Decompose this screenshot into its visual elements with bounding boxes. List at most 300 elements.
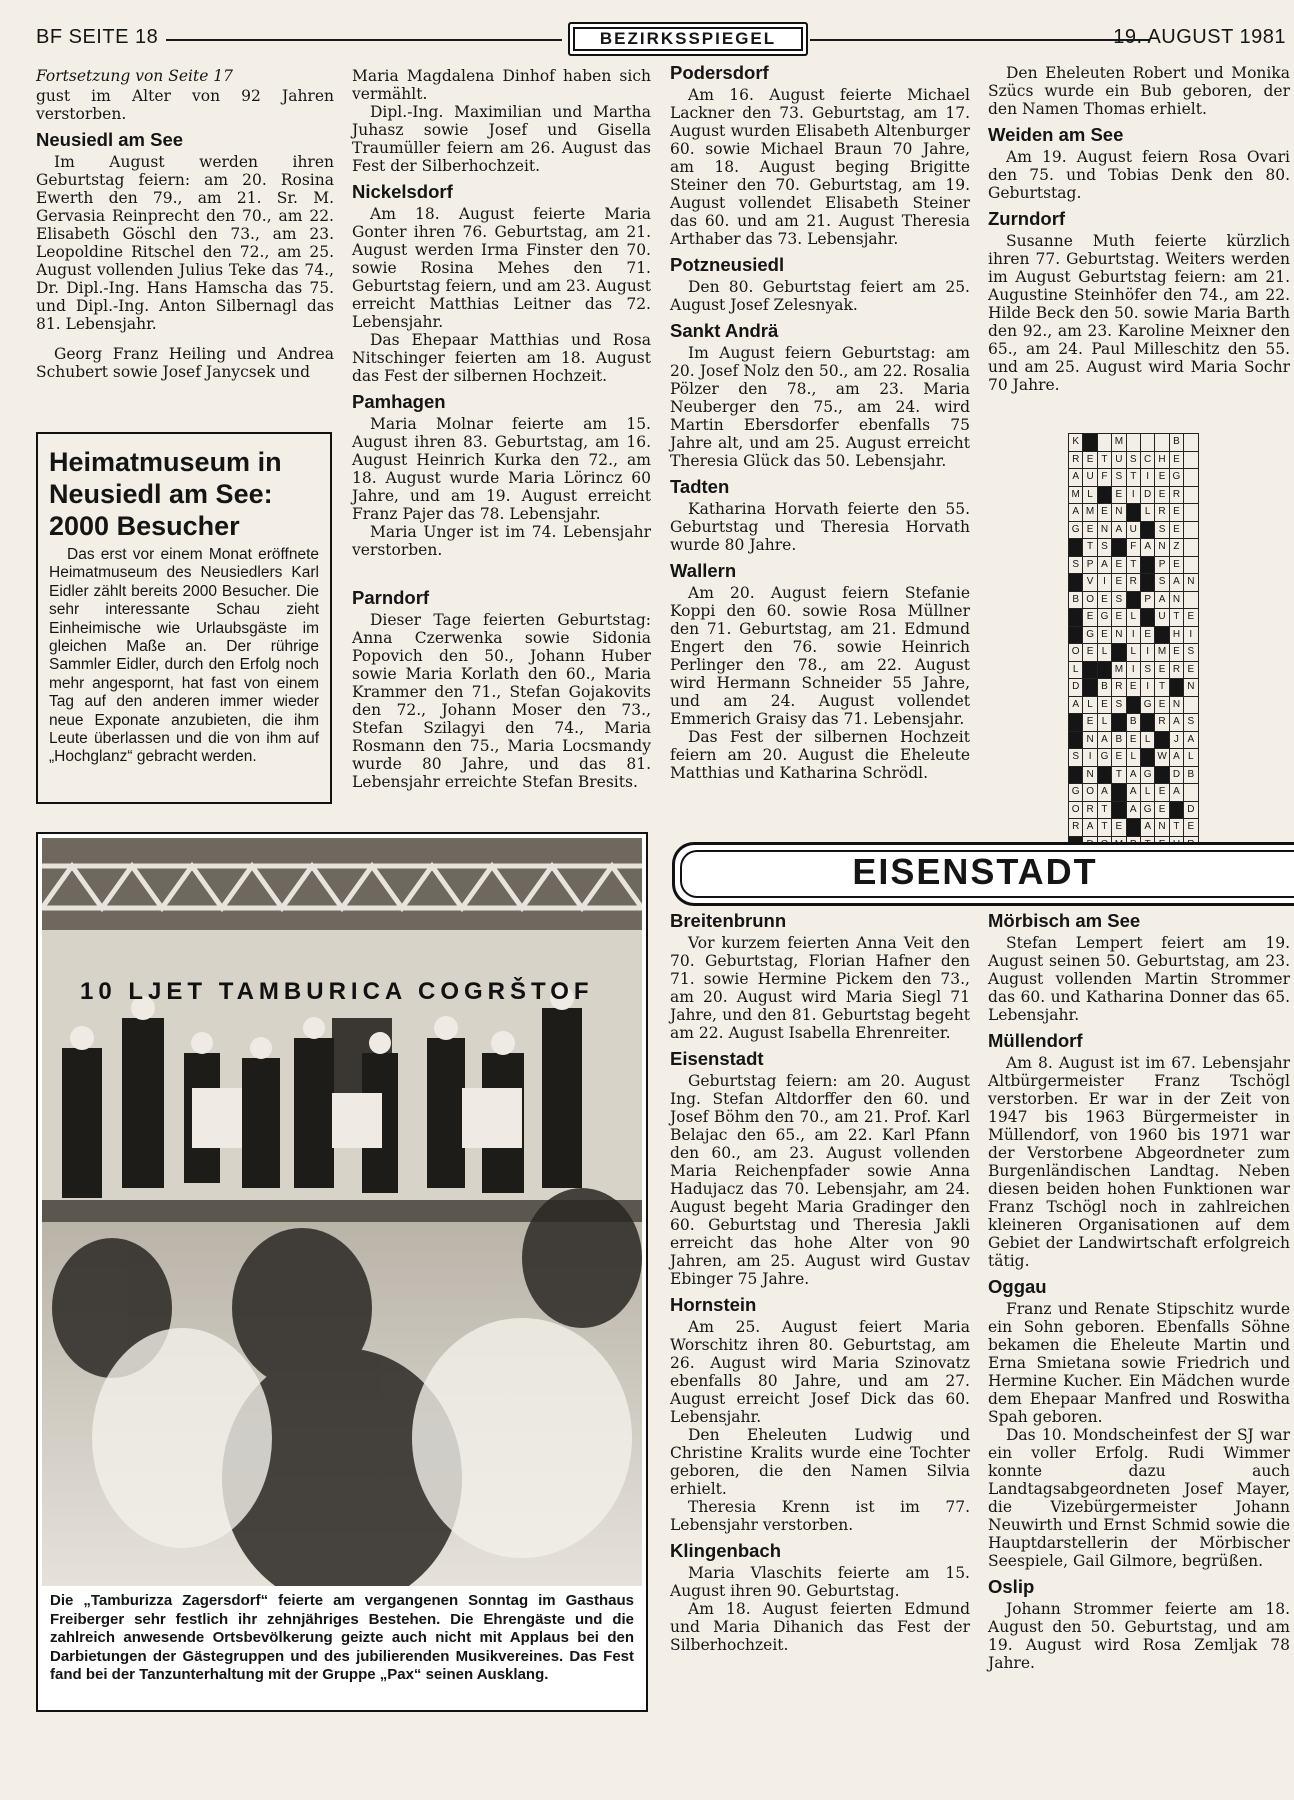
crossword-cell: A xyxy=(1069,696,1083,714)
crossword-cell: E xyxy=(1112,574,1126,592)
heading-moerbisch: Mörbisch am See xyxy=(988,910,1141,931)
crossword-cell: I xyxy=(1126,626,1140,644)
article-text: Am 20. August feiern Stefanie Koppi den 60. sowie Rosa Müllner den 71. Geburtstag, am 21. Edmund Engert den 76. sowie Heinrich Perlinger den 78., am 22. August wird Hermann Schneider 55 Jahre, und am 24. August vollendet Emmerich Graisy das 71. Lebensjahr. xyxy=(670,584,970,728)
crossword-cell: T xyxy=(1083,539,1097,557)
article-text: Vor kurzem feierten Anna Veit den 70. Geburtstag, Florian Hafner den 71. sowie Hermine Pickem den 73., am 20. August wird Maria Siegl 71 Jahre, und den 81. Geburtstag begeht am 22. August Isabella Ehrenreiter. xyxy=(670,934,970,1042)
crossword-cell: A xyxy=(1112,521,1126,539)
crossword-cell: F xyxy=(1097,469,1111,487)
crossword-cell: E xyxy=(1083,451,1097,469)
crossword-cell xyxy=(1097,661,1111,679)
heading-pamhagen: Pamhagen xyxy=(352,391,446,412)
crossword-cell xyxy=(1155,731,1169,749)
crossword-cell xyxy=(1126,696,1140,714)
header-rule-right xyxy=(810,39,1150,41)
crossword-cell: G xyxy=(1097,609,1111,627)
crossword-cell: N xyxy=(1169,696,1183,714)
crossword-cell: A xyxy=(1097,731,1111,749)
crossword-cell: M xyxy=(1155,644,1169,662)
article-text: Johann Strommer feierte am 18. August den 50. Geburtstag, und am 19. August wird Rosa Zemljak 78 Jahre. xyxy=(988,1600,1290,1672)
museum-text: Das erst vor einem Monat eröffnete Heimatmuseum des Neusiedlers Karl Eidler zählt bereits 2000 Besucher. Die sehr interessante Schau zieht Einheimische wie Urlaubsgäste im gleichen Maße an. Der rührige Sammler Eidler, durch den Erfolg noch mehr angespornt, hat fast von einem Tag auf den anderen immer wieder neue Exponate anzubieten, die ihm Leute überlassen und die von ihm auf „Hochglanz“ gebracht werden. xyxy=(49,546,319,766)
crossword-cell: E xyxy=(1112,486,1126,504)
crossword-cell: E xyxy=(1184,819,1198,837)
article-text: Den Eheleuten Ludwig und Christine Kralits wurde eine Tochter geboren, die den Namen Silvia erhielt. xyxy=(670,1426,970,1498)
crossword-cell: H xyxy=(1155,451,1169,469)
crossword-cell: A xyxy=(1169,574,1183,592)
crossword-cell: A xyxy=(1155,591,1169,609)
crossword-cell: L xyxy=(1097,644,1111,662)
crossword-cell: G xyxy=(1140,696,1154,714)
crossword-cell: T xyxy=(1169,819,1183,837)
museum-box xyxy=(36,432,332,804)
article-text: Am 25. August feiert Maria Worschitz ihren 80. Geburtstag, am 26. August wird Maria Szinovatz ebenfalls 80 Jahre, und am 27. August erreicht Josef Dick das 60. Lebensjahr. xyxy=(670,1318,970,1426)
crossword-cell: O xyxy=(1083,784,1097,802)
crossword-row xyxy=(1069,486,1199,504)
heading-zurndorf: Zurndorf xyxy=(988,208,1066,229)
crossword-cell: M xyxy=(1112,661,1126,679)
crossword-cell xyxy=(1126,819,1140,837)
continued-note: Fortsetzung von Seite 17 xyxy=(36,67,234,85)
crossword-cell: B xyxy=(1112,731,1126,749)
crossword-cell: S xyxy=(1184,644,1198,662)
crossword-cell: E xyxy=(1169,521,1183,539)
crossword-cell: N xyxy=(1155,819,1169,837)
crossword-cell: A xyxy=(1184,731,1198,749)
crossword-cell: S xyxy=(1069,556,1083,574)
heading-muellendorf: Müllendorf xyxy=(988,1030,1083,1051)
crossword-row xyxy=(1069,661,1199,679)
crossword-cell: P xyxy=(1083,556,1097,574)
crossword-cell xyxy=(1069,609,1083,627)
crossword-cell: T xyxy=(1126,469,1140,487)
crossword-cell xyxy=(1097,434,1111,452)
crossword-cell xyxy=(1097,766,1111,784)
article-text: Dieser Tage feierten Geburtstag: Anna Czerwenka sowie Sidonia Popovich den 50., Johann Huber sowie Maria Korlath den 60., Maria Krammer den 71., Stefan Gojakovits den 72., Johann Moser den 73., Stefan Szilagyi den 74., Maria Rosmann den 75., Maria Locsmandy wurde 80 Jahre, und das 81. Lebensjahr erreichte Stefan Bresits. xyxy=(352,611,651,791)
crossword-cell xyxy=(1112,714,1126,732)
crossword-cell xyxy=(1126,591,1140,609)
article-text: Maria Magdalena Dinhof haben sich vermählt. xyxy=(352,67,651,103)
article-text: Geburtstag feiern: am 20. August Ing. Stefan Altdorffer den 60. und Josef Böhm den 70., am 21. Prof. Karl Belajac den 65., am 22. Karl Pfann den 60., am 23. August vollenden Maria Reichenpfader sowie Anna Hadujacz das 70. Lebensjahr, am 24. August begeht Maria Gradinger den 60. Geburtstag und Theresia Jakli erreicht das hohe Alter von 90 Jahren, am 25. August wird Gustav Ebinger 75 Jahre. xyxy=(670,1072,970,1288)
article-text: Am 8. August ist im 67. Lebensjahr Altbürgermeister Franz Tschögl verstorben. Er war in der Zeit von 1947 bis 1963 Bürgermeister in Müllendorf, von 1960 bis 1971 war der Verstorbene Abgeordneter zum Burgenländischen Landtag. Neben diesen beiden hohen Funktionen war Franz Tschögl noch in zahlreichen kleineren Organisationen auf dem Gebiet der Landwirtschaft erfolgreich tätig. xyxy=(988,1054,1290,1270)
heading-hornstein: Hornstein xyxy=(670,1294,757,1315)
crossword-cell: S xyxy=(1097,539,1111,557)
crossword-cell xyxy=(1112,644,1126,662)
crossword-cell xyxy=(1083,434,1097,452)
crossword-grid xyxy=(1068,433,1199,854)
column-3 xyxy=(670,64,970,782)
crossword-cell: U xyxy=(1126,521,1140,539)
crossword-cell: Z xyxy=(1169,539,1183,557)
crossword-cell: T xyxy=(1155,679,1169,697)
article-text: Den 80. Geburtstag feiert am 25. August Josef Zelesnyak. xyxy=(670,278,970,314)
crossword-cell xyxy=(1140,434,1154,452)
crossword-row xyxy=(1069,434,1199,452)
crossword-cell: D xyxy=(1184,801,1198,819)
crossword-row xyxy=(1069,451,1199,469)
heading-neusiedl: Neusiedl am See xyxy=(36,129,184,150)
crossword-cell: L xyxy=(1140,504,1154,522)
crossword-cell xyxy=(1155,626,1169,644)
crossword-cell: G xyxy=(1140,801,1154,819)
crossword-cell: G xyxy=(1083,626,1097,644)
article-text: Das Fest der silbernen Hochzeit feiern am 20. August die Eheleute Matthias und Katharina Schrödl. xyxy=(670,728,970,782)
crossword-cell xyxy=(1069,766,1083,784)
crossword-cell xyxy=(1169,679,1183,697)
crossword-cell xyxy=(1112,784,1126,802)
crossword-cell xyxy=(1140,749,1154,767)
header-rule-left xyxy=(166,39,562,41)
heading-klingenbach: Klingenbach xyxy=(670,1540,782,1561)
crossword-row xyxy=(1069,626,1199,644)
crossword-cell: S xyxy=(1184,714,1198,732)
crossword-puzzle xyxy=(1068,433,1199,854)
crossword-cell: L xyxy=(1140,731,1154,749)
section-title: BEZIRKSSPIEGEL xyxy=(568,22,808,56)
heading-oggau: Oggau xyxy=(988,1276,1047,1297)
crossword-cell: E xyxy=(1169,504,1183,522)
crossword-cell: E xyxy=(1083,609,1097,627)
crossword-cell: I xyxy=(1097,574,1111,592)
crossword-cell xyxy=(1126,434,1140,452)
crossword-cell: R xyxy=(1155,504,1169,522)
crossword-cell xyxy=(1184,434,1198,452)
crossword-cell: L xyxy=(1083,696,1097,714)
crossword-cell: I xyxy=(1083,749,1097,767)
crossword-cell: E xyxy=(1112,749,1126,767)
crossword-cell: B xyxy=(1184,766,1198,784)
crossword-cell: M xyxy=(1069,486,1083,504)
crossword-cell xyxy=(1184,486,1198,504)
crossword-cell: J xyxy=(1169,731,1183,749)
eisenstadt-column-2 xyxy=(988,912,1290,1672)
crossword-cell: A xyxy=(1169,714,1183,732)
crossword-cell xyxy=(1069,626,1083,644)
crossword-cell: D xyxy=(1140,486,1154,504)
crossword-cell xyxy=(1112,539,1126,557)
crossword-row xyxy=(1069,801,1199,819)
crossword-cell: A xyxy=(1126,766,1140,784)
crossword-cell: G xyxy=(1069,521,1083,539)
crossword-cell xyxy=(1097,486,1111,504)
crossword-cell xyxy=(1184,521,1198,539)
crossword-cell xyxy=(1184,784,1198,802)
crossword-cell: R xyxy=(1155,714,1169,732)
crossword-cell: D xyxy=(1069,679,1083,697)
crossword-row xyxy=(1069,591,1199,609)
crossword-cell: E xyxy=(1155,661,1169,679)
crossword-cell: O xyxy=(1083,591,1097,609)
crossword-cell: T xyxy=(1126,556,1140,574)
crossword-cell: S xyxy=(1112,591,1126,609)
crossword-cell: P xyxy=(1140,591,1154,609)
article-text: Am 16. August feierte Michael Lackner den 73. Geburtstag, am 17. August wurden Elisabeth Altenburger 60. sowie Michael Braun 70 Jahre, am 18. August beging Brigitte Steiner den 70. Geburtstag, am 19. August vollendet Elisabeth Steiner das 60. und am 21. August Theresia Arthaber das 73. Lebensjahr. xyxy=(670,86,970,248)
crossword-cell: A xyxy=(1126,801,1140,819)
crossword-cell xyxy=(1140,521,1154,539)
crossword-cell: E xyxy=(1112,556,1126,574)
crossword-cell: R xyxy=(1126,574,1140,592)
crossword-cell: S xyxy=(1155,574,1169,592)
crossword-cell: I xyxy=(1140,679,1154,697)
crossword-cell: I xyxy=(1126,486,1140,504)
crossword-cell xyxy=(1184,556,1198,574)
heading-sankt-andrae: Sankt Andrä xyxy=(670,320,779,341)
crossword-cell: L xyxy=(1083,486,1097,504)
crossword-cell: A xyxy=(1069,469,1083,487)
crossword-cell xyxy=(1184,696,1198,714)
crossword-cell: A xyxy=(1140,539,1154,557)
crossword-cell xyxy=(1112,801,1126,819)
crossword-row xyxy=(1069,521,1199,539)
crossword-cell: E xyxy=(1140,626,1154,644)
crossword-cell xyxy=(1155,434,1169,452)
crossword-cell xyxy=(1184,469,1198,487)
crossword-cell: M xyxy=(1083,504,1097,522)
crossword-cell: L xyxy=(1126,609,1140,627)
issue-date: 19. AUGUST 1981 xyxy=(1113,26,1286,48)
crossword-cell: A xyxy=(1140,819,1154,837)
article-text: Das Ehepaar Matthias und Rosa Nitschinger feierten am 18. August das Fest der silbernen Hochzeit. xyxy=(352,331,651,385)
heading-parndorf: Parndorf xyxy=(352,587,430,608)
crossword-cell: N xyxy=(1169,591,1183,609)
article-text: gust im Alter von 92 Jahren verstorben. xyxy=(36,87,334,123)
crossword-cell: S xyxy=(1112,696,1126,714)
crossword-cell: I xyxy=(1140,644,1154,662)
crossword-cell: N xyxy=(1184,679,1198,697)
article-text: Im August feiern Geburtstag: am 20. Josef Nolz den 50., am 22. Rosalia Pölzer den 78., am 23. Maria Neuberger den 75., am 24. wird Martin Ebersdorfer ebenfalls 75 Jahre alt, und am 25. August erreicht Theresia Glück das 50. Lebensjahr. xyxy=(670,344,970,470)
crossword-cell: R xyxy=(1169,486,1183,504)
crossword-cell: E xyxy=(1083,521,1097,539)
crossword-cell: E xyxy=(1097,504,1111,522)
museum-headline: Heimatmuseum in Neusiedl am See: 2000 Besucher xyxy=(49,447,282,541)
crossword-cell: E xyxy=(1112,819,1126,837)
crossword-cell: L xyxy=(1069,661,1083,679)
crossword-cell: I xyxy=(1184,626,1198,644)
crossword-cell: A xyxy=(1083,819,1097,837)
crossword-row xyxy=(1069,766,1199,784)
crossword-cell: T xyxy=(1097,819,1111,837)
crossword-cell: E xyxy=(1097,626,1111,644)
crossword-cell: M xyxy=(1112,434,1126,452)
crossword-cell xyxy=(1140,574,1154,592)
crossword-cell: N xyxy=(1112,626,1126,644)
crossword-cell: T xyxy=(1097,451,1111,469)
heading-potzneusiedl: Potzneusiedl xyxy=(670,254,785,275)
eisenstadt-title: EISENSTADT xyxy=(852,851,1098,892)
crossword-cell: R xyxy=(1169,661,1183,679)
crossword-cell: C xyxy=(1140,451,1154,469)
crossword-cell: P xyxy=(1155,556,1169,574)
crossword-cell: S xyxy=(1069,749,1083,767)
crossword-cell: F xyxy=(1126,539,1140,557)
crossword-cell: I xyxy=(1140,469,1154,487)
crossword-cell: E xyxy=(1184,661,1198,679)
crossword-cell: V xyxy=(1083,574,1097,592)
article-text: Katharina Horvath feierte den 55. Geburtstag und Theresia Horvath wurde 80 Jahre. xyxy=(670,500,970,554)
photo-drawing xyxy=(42,838,642,1586)
crossword-row xyxy=(1069,714,1199,732)
heading-breitenbrunn: Breitenbrunn xyxy=(670,910,787,931)
crossword-cell: R xyxy=(1069,819,1083,837)
event-photo xyxy=(42,838,642,1586)
crossword-cell: N xyxy=(1083,766,1097,784)
eisenstadt-banner xyxy=(672,842,1294,906)
crossword-row xyxy=(1069,574,1199,592)
heading-oslip: Oslip xyxy=(988,1576,1035,1597)
photo-banner: 10 LJET TAMBURICA COGRŠTOF xyxy=(80,978,594,1005)
crossword-cell: G xyxy=(1169,469,1183,487)
crossword-cell xyxy=(1184,504,1198,522)
heading-eisenstadt: Eisenstadt xyxy=(670,1048,764,1069)
crossword-cell: E xyxy=(1126,731,1140,749)
crossword-cell: N xyxy=(1155,539,1169,557)
crossword-row xyxy=(1069,504,1199,522)
crossword-cell: G xyxy=(1140,766,1154,784)
crossword-cell: E xyxy=(1097,591,1111,609)
crossword-row xyxy=(1069,784,1199,802)
article-text: Am 19. August feiern Rosa Ovari den 75. und Tobias Denk den 80. Geburtstag. xyxy=(988,148,1290,202)
crossword-cell: R xyxy=(1112,679,1126,697)
article-text: Am 18. August feierten Edmund und Maria Dihanich das Fest der Silberhochzeit. xyxy=(670,1600,970,1654)
crossword-row xyxy=(1069,609,1199,627)
crossword-cell xyxy=(1140,609,1154,627)
crossword-cell xyxy=(1083,679,1097,697)
article-text: Maria Unger ist im 74. Lebensjahr verstorben. xyxy=(352,523,651,559)
crossword-cell: A xyxy=(1169,784,1183,802)
crossword-row xyxy=(1069,749,1199,767)
crossword-cell: N xyxy=(1112,504,1126,522)
crossword-cell: A xyxy=(1126,784,1140,802)
crossword-cell: L xyxy=(1097,714,1111,732)
crossword-row xyxy=(1069,539,1199,557)
crossword-cell xyxy=(1184,451,1198,469)
crossword-cell: T xyxy=(1112,766,1126,784)
crossword-row xyxy=(1069,731,1199,749)
crossword-cell: L xyxy=(1140,784,1154,802)
column-1 xyxy=(36,67,334,381)
crossword-cell: G xyxy=(1069,784,1083,802)
crossword-cell: D xyxy=(1169,766,1183,784)
crossword-cell xyxy=(1069,731,1083,749)
crossword-cell: E xyxy=(1169,556,1183,574)
crossword-cell: A xyxy=(1069,504,1083,522)
crossword-cell: T xyxy=(1097,801,1111,819)
article-text: Stefan Lempert feiert am 19. August seinen 50. Geburtstag, am 23. August vollenden Martin Strommer das 60. und Katharina Donner das 65. Lebensjahr. xyxy=(988,934,1290,1024)
crossword-cell: E xyxy=(1155,784,1169,802)
crossword-cell: O xyxy=(1069,801,1083,819)
crossword-cell: E xyxy=(1083,714,1097,732)
page-header xyxy=(36,22,1286,56)
heading-wallern: Wallern xyxy=(670,560,737,581)
crossword-cell xyxy=(1184,539,1198,557)
crossword-cell: N xyxy=(1097,521,1111,539)
crossword-cell xyxy=(1069,714,1083,732)
crossword-cell: E xyxy=(1155,486,1169,504)
crossword-row xyxy=(1069,819,1199,837)
article-text: Maria Vlaschits feierte am 15. August ihren 90. Geburtstag. xyxy=(670,1564,970,1600)
crossword-cell: E xyxy=(1184,609,1198,627)
heading-nickelsdorf: Nickelsdorf xyxy=(352,181,453,202)
crossword-row xyxy=(1069,644,1199,662)
crossword-cell: O xyxy=(1069,644,1083,662)
photo-block xyxy=(36,832,648,1712)
crossword-cell: U xyxy=(1155,609,1169,627)
crossword-cell: N xyxy=(1083,731,1097,749)
crossword-cell: L xyxy=(1126,644,1140,662)
article-text: Theresia Krenn ist im 77. Lebensjahr verstorben. xyxy=(670,1498,970,1534)
crossword-row xyxy=(1069,469,1199,487)
crossword-cell: A xyxy=(1169,749,1183,767)
crossword-cell: B xyxy=(1097,679,1111,697)
crossword-row xyxy=(1069,696,1199,714)
crossword-cell xyxy=(1083,661,1097,679)
crossword-cell: R xyxy=(1083,801,1097,819)
article-text: Maria Molnar feierte am 15. August ihren 83. Geburtstag, am 16. August Heinrich Kurka den 72., am 18. August wurde Maria Lörincz 60 Jahre, und am 19. August erreicht Franz Pajer das 78. Lebensjahr. xyxy=(352,415,651,523)
crossword-cell: B xyxy=(1069,591,1083,609)
crossword-cell: E xyxy=(1155,469,1169,487)
crossword-cell: E xyxy=(1083,644,1097,662)
crossword-cell xyxy=(1140,714,1154,732)
crossword-cell xyxy=(1155,766,1169,784)
article-text: Susanne Muth feierte kürzlich ihren 77. Geburtstag. Weiters werden im August Geburtstag feiern: am 21. Augustine Steinhöfer den 74., am 22. Hilde Beck den 50. sowie Maria Barth den 92., am 23. Karoline Meixner den 65., am 24. Paul Milleschitz den 55. und am 25. August wird Maria Sochr 70 Jahre. xyxy=(988,232,1290,394)
crossword-cell: E xyxy=(1126,679,1140,697)
column-4 xyxy=(988,64,1290,394)
crossword-cell: K xyxy=(1069,434,1083,452)
crossword-cell: B xyxy=(1126,714,1140,732)
crossword-cell: E xyxy=(1097,696,1111,714)
crossword-cell: A xyxy=(1097,556,1111,574)
crossword-cell: R xyxy=(1069,451,1083,469)
crossword-cell: S xyxy=(1155,521,1169,539)
crossword-cell: U xyxy=(1083,469,1097,487)
crossword-cell: S xyxy=(1126,451,1140,469)
article-text: Das 10. Mondscheinfest der SJ war ein voller Erfolg. Rudi Wimmer konnte dazu auch Landtagsabgeordneten Josef Mayer, die Vizebürgermeister Johann Neuwirth und Ernst Schmid sowie die Hauptdarstellerin der Mörbischer Seespiele, Gail Gilmore, begrüßen. xyxy=(988,1426,1290,1570)
column-2 xyxy=(352,67,651,791)
crossword-cell: B xyxy=(1169,434,1183,452)
heading-weiden: Weiden am See xyxy=(988,124,1124,145)
article-text: Den Eheleuten Robert und Monika Szücs wurde ein Bub geboren, der den Namen Thomas erhielt. xyxy=(988,64,1290,118)
crossword-cell: H xyxy=(1169,626,1183,644)
crossword-row xyxy=(1069,556,1199,574)
crossword-cell: E xyxy=(1155,696,1169,714)
eisenstadt-column-1 xyxy=(670,912,970,1654)
crossword-cell: S xyxy=(1140,661,1154,679)
crossword-cell xyxy=(1140,556,1154,574)
crossword-cell xyxy=(1069,574,1083,592)
article-text: Franz und Renate Stipschitz wurde ein Sohn geboren. Ebenfalls Söhne bekamen die Eheleute Martin und Erna Smietana sowie Friedrich und Hermine Kucher. Ein Mädchen wurde dem Ehepaar Manfred und Roswitha Spah geboren. xyxy=(988,1300,1290,1426)
article-text: Georg Franz Heiling und Andrea Schubert sowie Josef Janycsek und xyxy=(36,345,334,381)
crossword-cell: I xyxy=(1126,661,1140,679)
crossword-cell xyxy=(1069,539,1083,557)
crossword-cell: S xyxy=(1112,469,1126,487)
crossword-cell: A xyxy=(1097,784,1111,802)
heading-tadten: Tadten xyxy=(670,476,730,497)
crossword-cell: E xyxy=(1112,609,1126,627)
page-number: BF SEITE 18 xyxy=(36,26,159,48)
crossword-cell: U xyxy=(1112,451,1126,469)
article-text: Im August werden ihren Geburtstag feiern: am 20. Rosina Ewerth den 79., am 21. Sr. M. Gervasia Reinprecht den 70., am 22. Elisabeth Göschl den 73., am 23. Leopoldine Ritschel den 72., am 25. August vollenden Julius Teke das 74., Dr. Dipl.-Ing. Hans Hamscha das 75. und Dipl.-Ing. Anton Silbernagl das 81. Lebensjahr. xyxy=(36,153,334,333)
crossword-cell xyxy=(1169,801,1183,819)
crossword-cell: L xyxy=(1184,749,1198,767)
crossword-cell xyxy=(1184,591,1198,609)
heading-podersdorf: Podersdorf xyxy=(670,62,769,83)
crossword-cell: G xyxy=(1097,749,1111,767)
crossword-cell: W xyxy=(1155,749,1169,767)
article-text: Am 18. August feierte Maria Gonter ihren 76. Geburtstag, am 21. August werden Irma Finster den 70. sowie Rosina Mehes den 71. Geburtstag feiern, und am 23. August erreicht Matthias Leitner das 72. Lebensjahr. xyxy=(352,205,651,331)
crossword-cell: N xyxy=(1184,574,1198,592)
crossword-cell: E xyxy=(1155,801,1169,819)
article-text: Dipl.-Ing. Maximilian und Martha Juhasz sowie Josef und Gisella Traumüller feiern am 26. August das Fest der Silberhochzeit. xyxy=(352,103,651,175)
crossword-cell: E xyxy=(1169,451,1183,469)
crossword-cell: T xyxy=(1169,609,1183,627)
